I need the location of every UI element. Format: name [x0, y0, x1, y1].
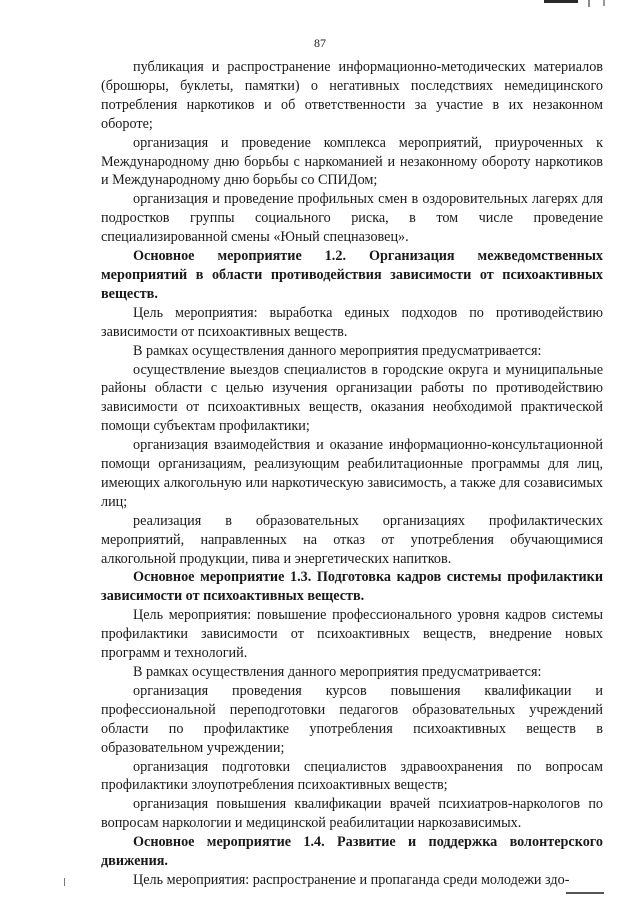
paragraph-8: организация взаимодействия и оказание информационно-консультационной помощи организациям, реализующим реабилитационные программы для лиц, имеющих алкогольную или наркотическую зависимость, а также для созависимых лиц; [101, 437, 603, 510]
section-heading-1-2: Основное мероприятие 1.2. Организация межведомственных мероприятий в области противодействия зависимости от психоактивных веществ. [101, 248, 603, 302]
scan-artifact [588, 0, 590, 7]
paragraph-5: Цель мероприятия: выработка единых подходов по противодействию зависимости от психоактивных веществ. [101, 304, 603, 340]
paragraph-15: организация повышения квалификации врачей психиатров-наркологов по вопросам наркологии и медицинской реабилитации наркозависимых. [101, 796, 603, 832]
scan-artifact [566, 892, 604, 894]
paragraph-7: осуществление выездов специалистов в городские округа и муниципальные районы области с целью изучения организации работы по противодействию зависимости от психоактивных веществ, оказания необходимой практической помощи субъектам профилактики; [101, 361, 603, 435]
paragraph-9: реализация в образовательных организациях профилактических мероприятий, направленных на отказ от употребления обучающимися алкогольной продукции, пива и энергетических напитков. [101, 512, 603, 567]
section-heading-1-4: Основное мероприятие 1.4. Развитие и поддержка волонтерского движения. [101, 834, 603, 870]
paragraph-14: организация подготовки специалистов здравоохранения по вопросам профилактики злоупотребления психоактивных веществ; [101, 758, 603, 794]
scan-artifact [64, 878, 65, 886]
scan-artifact [603, 0, 605, 6]
paragraph-17: Цель мероприятия: распространение и пропаганда среди молодежи здо- [133, 871, 570, 888]
paragraph-2: организация и проведение комплекса мероприятий, приуроченных к Международному дню борьбы с наркоманией и незаконному обороту наркотиков и Международному дню борьбы со СПИДом; [101, 134, 603, 189]
paragraph-3: организация и проведение профильных смен в оздоровительных лагерях для подростков группы социального риска, в том числе проведение специализированной смены «Юный спецназовец». [101, 191, 603, 246]
paragraph-12: В рамках осуществления данного мероприятия предусматривается: [133, 664, 542, 680]
scan-artifact [544, 0, 578, 3]
paragraph-11: Цель мероприятия: повышение профессионального уровня кадров системы профилактики зависимости от психоактивных веществ, внедрение новых программ и технологий. [101, 607, 603, 662]
section-heading-1-3: Основное мероприятие 1.3. Подготовка кадров системы профилактики зависимости от психоактивных веществ. [101, 569, 603, 605]
paragraph-13: организация проведения курсов повышения квалификации и профессиональной переподготовки педагогов образовательных учреждений области по профилактике употребления психоактивных веществ в образовательном учреждении; [101, 682, 603, 756]
paragraph-6: В рамках осуществления данного мероприятия предусматривается: [133, 342, 542, 359]
page-number: 87 [314, 36, 326, 50]
paragraph-1: публикация и распространение информационно-методических материалов (брошюры, буклеты, памятки) о негативных последствиях немедицинского потребления наркотиков и об ответственности за участие в их незаконном обороте; [101, 59, 603, 132]
document-body [101, 58, 603, 890]
